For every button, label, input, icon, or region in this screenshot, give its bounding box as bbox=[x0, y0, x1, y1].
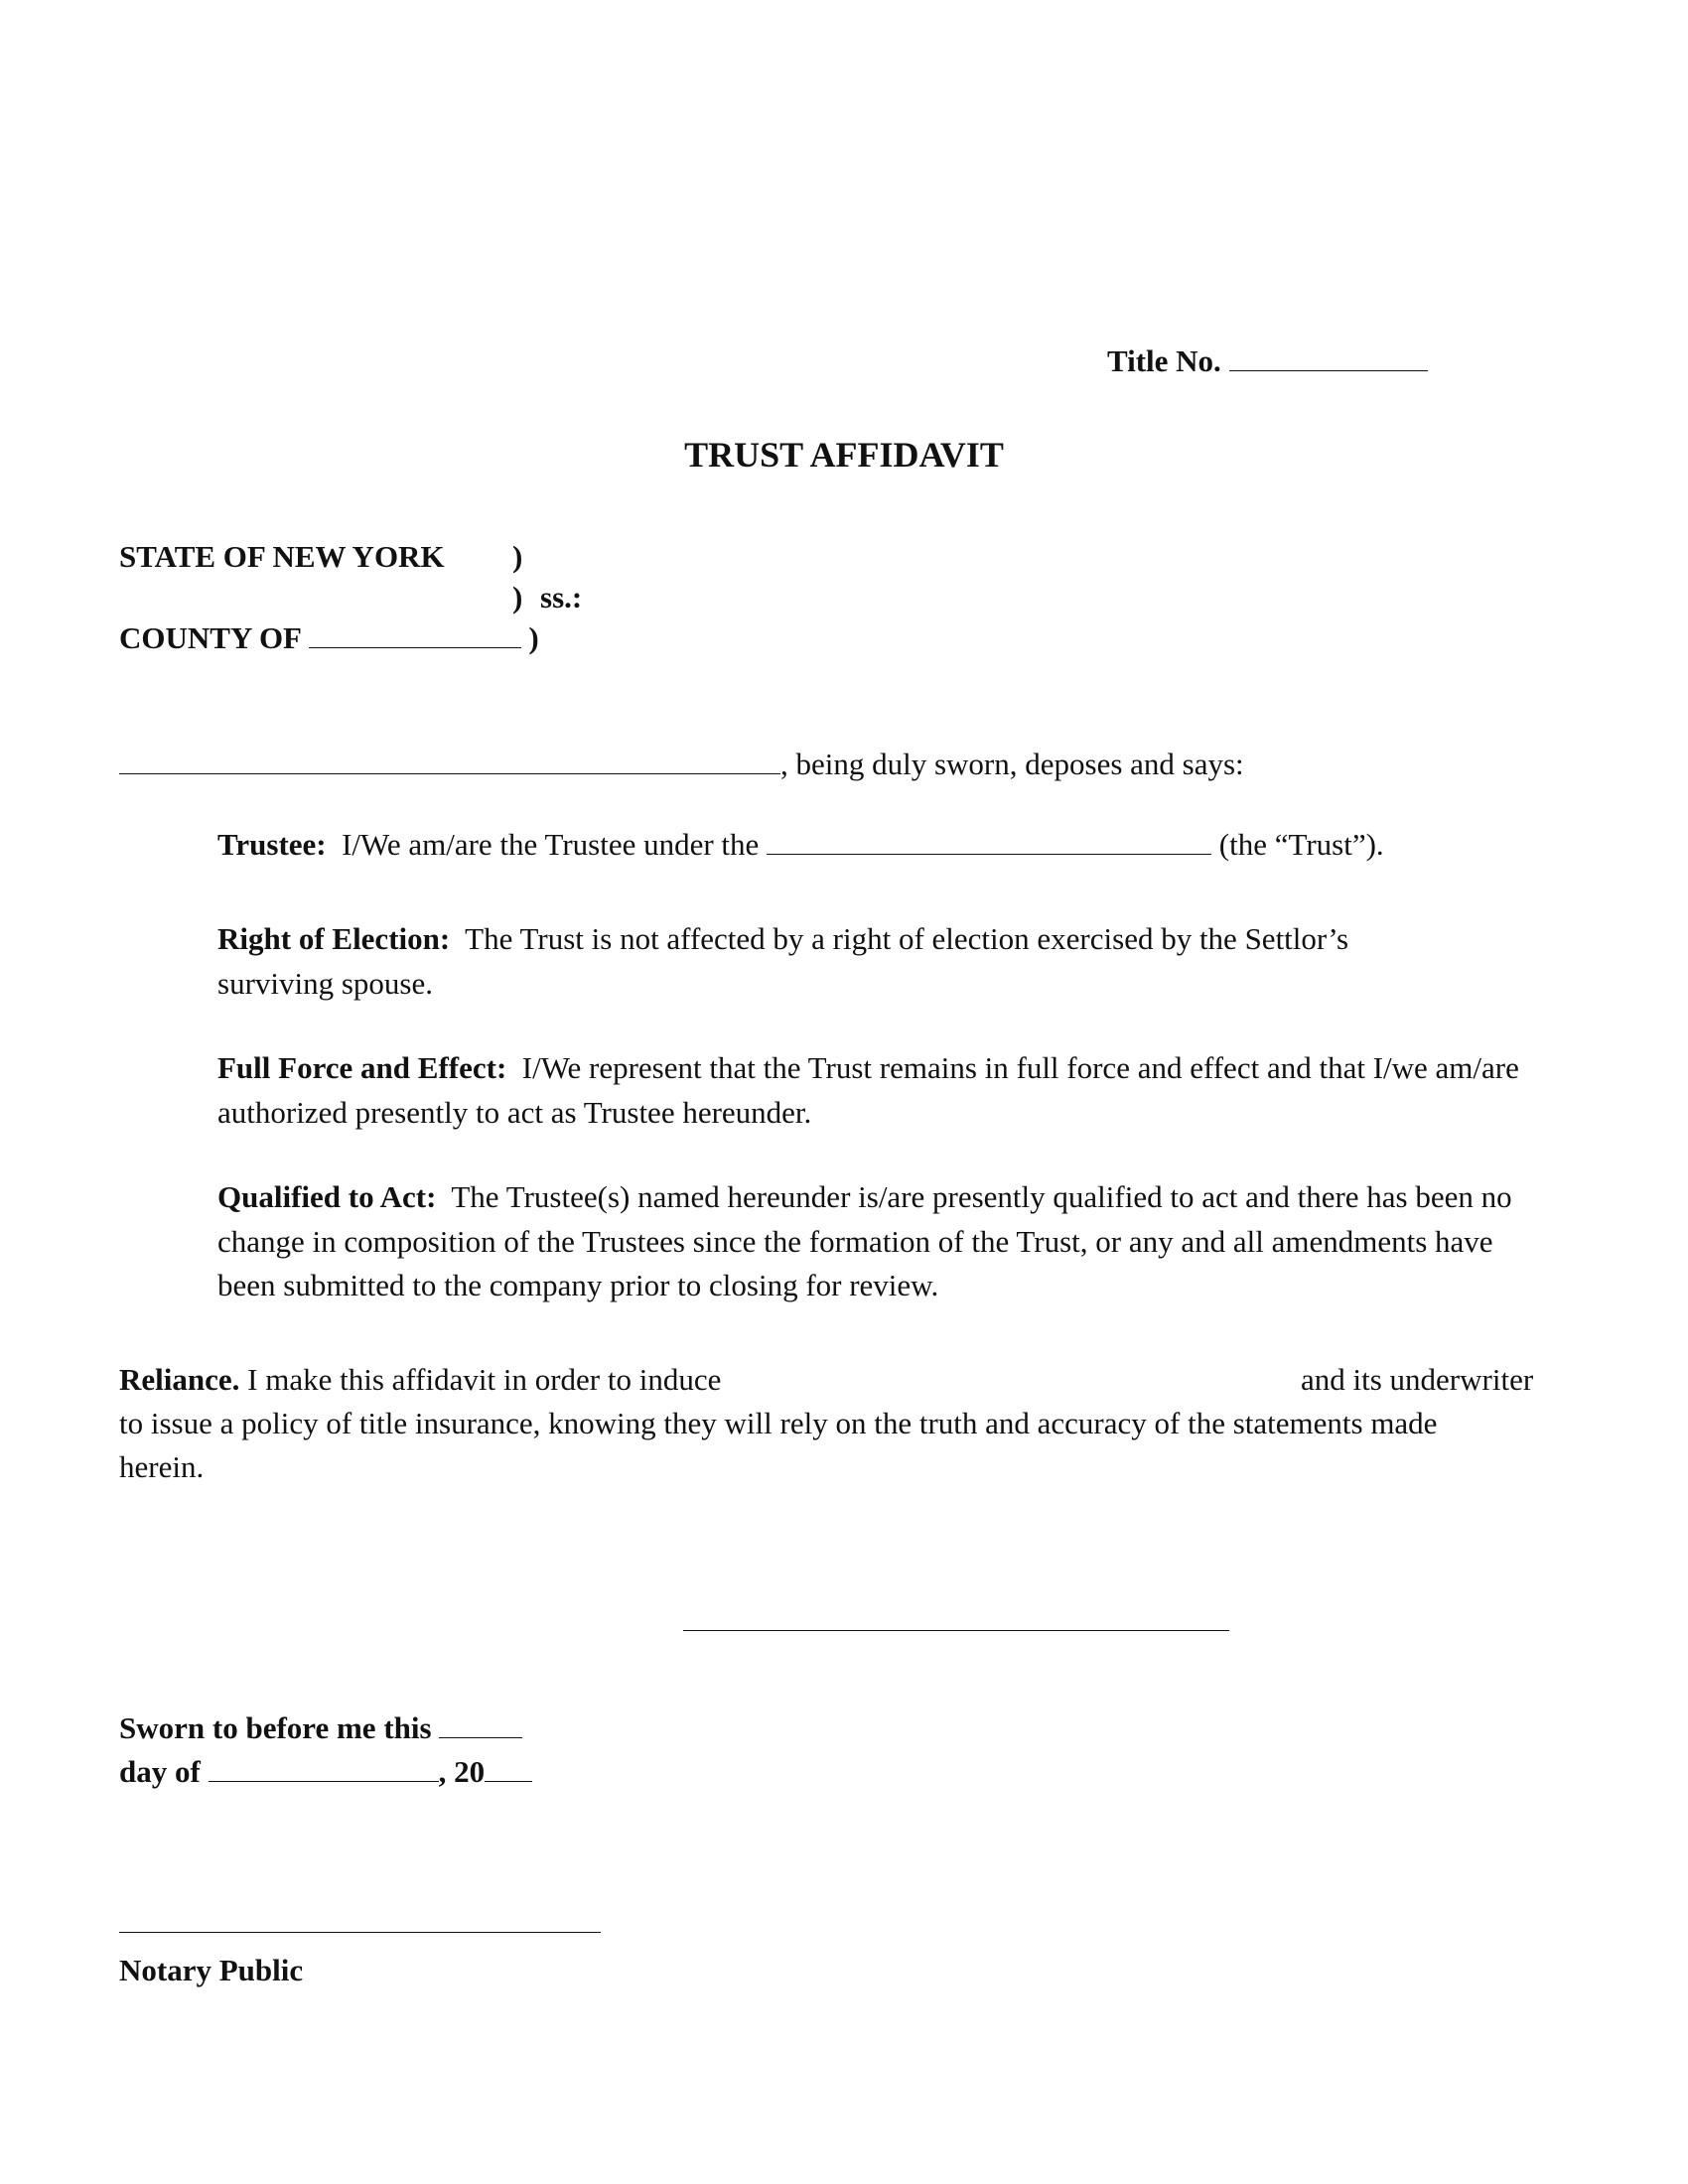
venue-state-label: STATE OF NEW YORK bbox=[119, 539, 445, 574]
sworn-day-blank[interactable] bbox=[439, 1709, 522, 1738]
trustee-text-before: I/We am/are the Trustee under the bbox=[342, 827, 760, 862]
full-force-text: I/We represent that the Trust remains in full force and effect and that I/we am/are authorized presently to act as Trustee hereunder. bbox=[217, 1050, 1519, 1130]
trustee-heading: Trustee: bbox=[217, 827, 327, 862]
trust-name-blank[interactable] bbox=[767, 826, 1211, 855]
year-prefix: , 20 bbox=[438, 1754, 486, 1789]
day-of-label: day of bbox=[119, 1754, 201, 1789]
trustee-text-after: (the “Trust”). bbox=[1218, 827, 1384, 862]
notary-public-label: Notary Public bbox=[119, 1953, 304, 1987]
jurat-day-of-line bbox=[119, 1753, 532, 1790]
month-blank[interactable] bbox=[209, 1753, 439, 1782]
right-of-election-clause bbox=[217, 917, 1454, 1006]
venue-ss-label: ss.: bbox=[540, 580, 583, 614]
county-blank[interactable] bbox=[309, 619, 521, 648]
qualified-clause bbox=[217, 1175, 1518, 1308]
deponent-text: , being duly sworn, deposes and says: bbox=[780, 747, 1244, 781]
sworn-label: Sworn to before me this bbox=[119, 1710, 432, 1745]
jurat-sworn-line bbox=[119, 1709, 522, 1746]
reliance-line-2: to issue a policy of title insurance, knowing they will rely on the truth and accuracy of the statements made bbox=[119, 1406, 1438, 1440]
right-of-election-text: The Trust is not affected by a right of election exercised by the Settlor’s surviving spouse. bbox=[217, 921, 1349, 1001]
qualified-heading: Qualified to Act: bbox=[217, 1179, 437, 1214]
reliance-text-part2: and its underwriter bbox=[1301, 1362, 1534, 1397]
reliance-line-1 bbox=[119, 1362, 721, 1398]
title-number-label: Title No. bbox=[1107, 343, 1221, 378]
notary-signature-line[interactable] bbox=[119, 1932, 601, 1933]
venue-paren-3: ) bbox=[528, 620, 539, 655]
title-number-field bbox=[1107, 342, 1428, 379]
venue-county-line bbox=[119, 619, 539, 656]
reliance-text-part1: I make this affidavit in order to induce bbox=[247, 1362, 722, 1397]
venue-county-label: COUNTY OF bbox=[119, 620, 301, 655]
title-number-blank[interactable] bbox=[1229, 342, 1428, 371]
affiant-signature-line[interactable] bbox=[683, 1630, 1229, 1631]
full-force-clause bbox=[217, 1046, 1548, 1135]
reliance-heading: Reliance. bbox=[119, 1362, 240, 1397]
venue-paren-2: ) bbox=[512, 580, 523, 614]
venue-paren-1: ) bbox=[512, 539, 523, 574]
year-blank[interactable] bbox=[485, 1753, 532, 1782]
right-of-election-heading: Right of Election: bbox=[217, 921, 451, 956]
deponent-name-blank[interactable] bbox=[119, 746, 780, 774]
qualified-text: The Trustee(s) named hereunder is/are presently qualified to act and there has been no change in composition of the Trustees since the formation of the Trust, or any and all amendments have been submitted to the company prior to closing for review. bbox=[217, 1179, 1512, 1302]
document-title: TRUST AFFIDAVIT bbox=[684, 435, 1004, 475]
full-force-heading: Full Force and Effect: bbox=[217, 1050, 507, 1085]
reliance-line-3: herein. bbox=[119, 1449, 205, 1484]
deponent-line bbox=[119, 746, 1244, 782]
trustee-clause bbox=[217, 826, 1384, 863]
